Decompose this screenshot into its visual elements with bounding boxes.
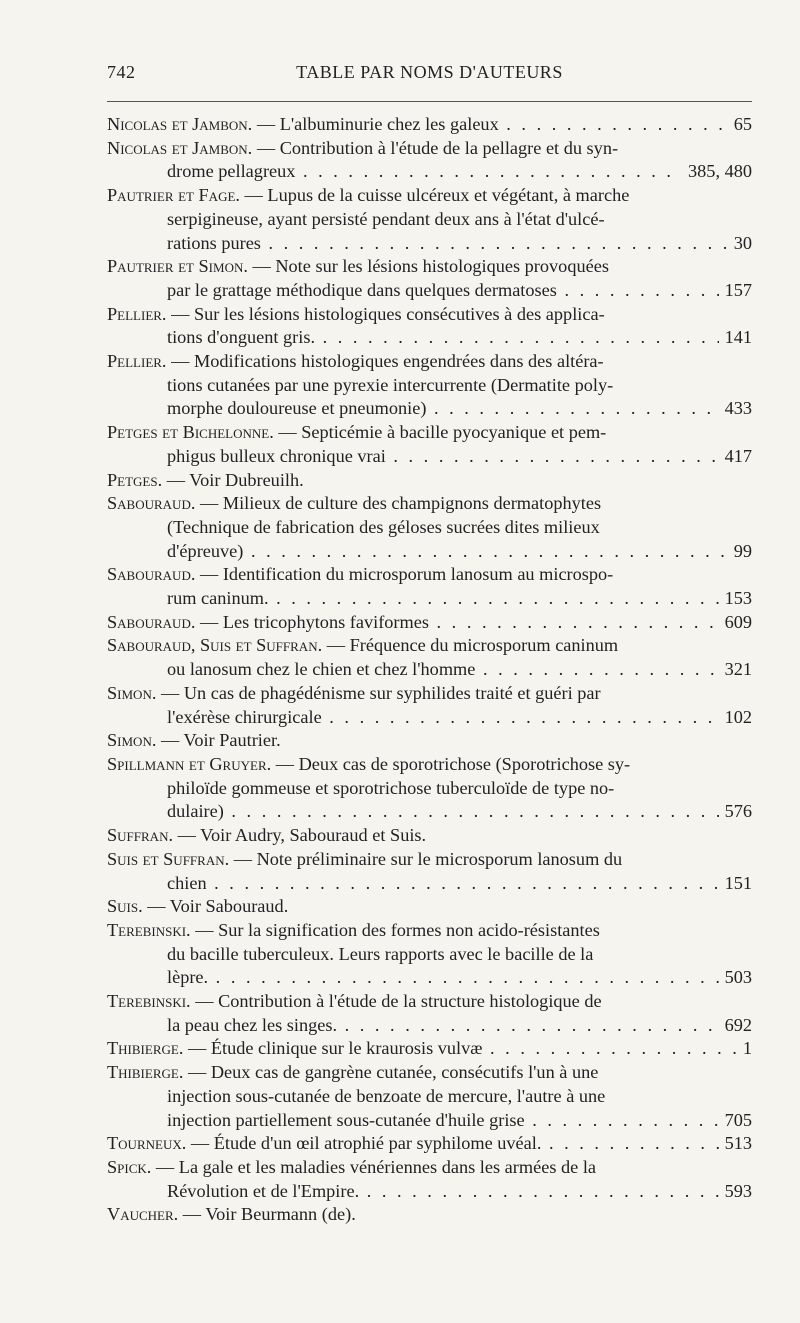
entry-first-line — [107, 184, 752, 208]
entry-continuation-line — [107, 658, 752, 682]
entry-title-text: — Voir Sabouraud. — [142, 896, 289, 917]
entry-first-line — [107, 113, 752, 137]
page-reference: 385, 480 — [682, 160, 752, 184]
entry-title-text: — Note sur les lésions histologiques provoquées — [247, 256, 609, 277]
page-reference: 65 — [728, 113, 752, 137]
page-reference: 692 — [719, 1014, 752, 1038]
index-entry — [107, 634, 752, 681]
entry-title-text: injection sous-cutanée de benzoate de mercure, l'autre à une — [167, 1085, 606, 1106]
entry-title-text: Révolution et de l'Empire. — [167, 1180, 360, 1201]
author-names: Petges. — [107, 469, 163, 490]
author-names: Pellier. — [107, 351, 167, 372]
entry-title-text: — Les tricophytons faviformes — [195, 611, 429, 632]
page-reference: 157 — [719, 279, 752, 303]
entry-first-line — [107, 1203, 752, 1227]
page-reference: 30 — [728, 232, 752, 256]
index-entry — [107, 113, 752, 137]
page-reference: 153 — [719, 587, 752, 611]
page-reference: 141 — [719, 326, 752, 350]
author-index-list — [107, 113, 752, 1227]
entry-first-line — [107, 303, 752, 327]
index-entry — [107, 1132, 752, 1156]
entry-first-line — [107, 255, 752, 279]
entry-continuation-line — [107, 397, 752, 421]
index-entry — [107, 990, 752, 1037]
entry-first-line — [107, 1061, 752, 1085]
entry-continuation-line — [107, 208, 752, 232]
entry-continuation-line — [107, 445, 752, 469]
entry-title-text: l'exérèse chirurgicale — [167, 706, 322, 727]
entry-title-text: — Sur la signification des formes non acido-résistantes — [190, 919, 600, 940]
index-entry — [107, 469, 752, 493]
entry-title-text: — Note préliminaire sur le microsporum lanosum du — [229, 848, 623, 869]
index-entry — [107, 303, 752, 350]
entry-title-text: rum caninum. — [167, 588, 269, 609]
author-names: Sabouraud. — [107, 493, 196, 514]
entry-first-line — [107, 563, 752, 587]
page-reference: 151 — [719, 872, 752, 896]
entry-first-line — [107, 682, 752, 706]
entry-continuation-line — [107, 1180, 752, 1204]
entry-first-line — [107, 634, 752, 658]
entry-title-text: injection partiellement sous-cutanée d'huile grise — [167, 1109, 525, 1130]
entry-title-text: rations pures — [167, 232, 261, 253]
author-names: Sabouraud. — [107, 611, 196, 632]
index-entry — [107, 895, 752, 919]
entry-title-text: serpigineuse, ayant persisté pendant deux ans à l'état d'ulcé- — [167, 208, 605, 229]
entry-title-text: — L'albuminurie chez les galeux — [252, 114, 499, 134]
index-entry — [107, 563, 752, 610]
entry-first-line — [107, 1132, 752, 1156]
entry-first-line — [107, 469, 752, 493]
entry-title-text: — Contribution à l'étude de la pellagre et du syn- — [252, 137, 619, 158]
index-entry — [107, 1061, 752, 1132]
entry-title-text: drome pellagreux — [167, 161, 296, 182]
entry-continuation-line — [107, 279, 752, 303]
author-names: Thibierge. — [107, 1038, 184, 1059]
entry-first-line — [107, 753, 752, 777]
entry-title-text: — Voir Audry, Sabouraud et Suis. — [173, 825, 427, 846]
entry-title-text: morphe douloureuse et pneumonie) — [167, 398, 427, 419]
index-entry — [107, 184, 752, 255]
entry-title-text: d'épreuve) — [167, 540, 244, 561]
entry-first-line — [107, 848, 752, 872]
entry-title-text: chien — [167, 872, 207, 893]
page-reference: 417 — [719, 445, 752, 469]
running-title: TABLE PAR NOMS D'AUTEURS — [296, 62, 563, 82]
entry-continuation-line — [107, 943, 752, 967]
index-entry — [107, 1156, 752, 1203]
entry-title-text: — Étude clinique sur le kraurosis vulvæ — [183, 1038, 483, 1059]
page-reference: 321 — [719, 658, 752, 682]
entry-continuation-line — [107, 706, 752, 730]
entry-continuation-line — [107, 374, 752, 398]
entry-continuation-line — [107, 872, 752, 896]
entry-first-line — [107, 990, 752, 1014]
entry-title-text: — Contribution à l'étude de la structure histologique de — [190, 991, 602, 1012]
entry-first-line — [107, 421, 752, 445]
entry-title-text: — Sur les lésions histologiques consécutives à des applica- — [166, 303, 605, 324]
index-entry — [107, 421, 752, 468]
entry-title-text: par le grattage méthodique dans quelques dermatoses — [167, 279, 557, 300]
entry-title-text: — Lupus de la cuisse ulcéreux et végétant, à marche — [239, 185, 630, 206]
entry-title-text: (Technique de fabrication des géloses sucrées dites milieux — [167, 516, 600, 537]
entry-title-text: tions cutanées par une pyrexie intercurrente (Dermatite poly- — [167, 374, 614, 395]
index-entry — [107, 729, 752, 753]
entry-continuation-line — [107, 777, 752, 801]
entry-title-text: — Étude d'un œil atrophié par syphilome uvéal. — [186, 1133, 542, 1154]
author-names: Simon. — [107, 730, 157, 751]
entry-continuation-line — [107, 232, 752, 256]
entry-title-text: ou lanosum chez le chien et chez l'homme — [167, 659, 476, 680]
index-entry — [107, 1037, 752, 1061]
header-rule — [107, 101, 752, 102]
entry-title-text: — Milieux de culture des champignons dermatophytes — [195, 493, 602, 514]
author-names: Suis. — [107, 896, 143, 917]
entry-title-text: phigus bulleux chronique vrai — [167, 445, 386, 466]
entry-continuation-line — [107, 160, 752, 184]
page-reference: 1 — [737, 1037, 752, 1061]
author-names: Simon. — [107, 682, 157, 703]
author-names: Pautrier et Simon. — [107, 256, 248, 277]
index-entry — [107, 1203, 752, 1227]
index-entry — [107, 682, 752, 729]
page-reference: 99 — [728, 540, 752, 564]
page-reference: 503 — [719, 966, 752, 990]
running-header — [107, 62, 752, 92]
page-reference: 433 — [719, 397, 752, 421]
page-reference: 576 — [719, 800, 752, 824]
page-reference: 513 — [719, 1132, 752, 1156]
index-entry — [107, 919, 752, 990]
entry-continuation-line — [107, 1085, 752, 1109]
author-names: Terebinski. — [107, 991, 191, 1012]
author-names: Sabouraud. — [107, 564, 196, 585]
index-entry — [107, 137, 752, 184]
entry-title-text: — Deux cas de sporotrichose (Sporotrichose sy- — [271, 753, 631, 774]
entry-continuation-line — [107, 587, 752, 611]
entry-first-line — [107, 1037, 752, 1061]
entry-title-text: tions d'onguent gris. — [167, 327, 316, 348]
author-names: Thibierge. — [107, 1062, 184, 1083]
entry-title-text: — Identification du microsporum lanosum au microspo- — [195, 564, 614, 585]
page-number: 742 — [107, 62, 136, 82]
entry-first-line — [107, 137, 752, 161]
page-reference: 102 — [719, 706, 752, 730]
entry-first-line — [107, 895, 752, 919]
entry-title-text: lèpre. — [167, 967, 209, 988]
page-reference: 593 — [719, 1180, 752, 1204]
entry-continuation-line — [107, 800, 752, 824]
author-names: Petges et Bichelonne. — [107, 422, 274, 443]
author-names: Vaucher. — [107, 1204, 179, 1225]
entry-title-text: — Un cas de phagédénisme sur syphilides traité et guéri par — [156, 682, 601, 703]
entry-first-line — [107, 611, 752, 635]
index-entry — [107, 492, 752, 563]
entry-title-text: philoïde gommeuse et sporotrichose tuberculoïde de type no- — [167, 777, 615, 798]
index-entry — [107, 350, 752, 421]
entry-continuation-line — [107, 1014, 752, 1038]
entry-continuation-line — [107, 326, 752, 350]
entry-title-text: dulaire) — [167, 801, 224, 822]
index-entry — [107, 753, 752, 824]
entry-title-text: — Septicémie à bacille pyocyanique et pem- — [273, 422, 607, 443]
entry-title-text: — Voir Dubreuilh. — [162, 469, 304, 490]
author-names: Pautrier et Fage. — [107, 185, 240, 206]
entry-continuation-line — [107, 516, 752, 540]
index-entry — [107, 824, 752, 848]
author-names: Tourneux. — [107, 1133, 187, 1154]
entry-title-text: — Voir Beurmann (de). — [178, 1204, 356, 1225]
entry-title-text: — Modifications histologiques engendrées dans des altéra- — [166, 351, 604, 372]
entry-first-line — [107, 729, 752, 753]
entry-title-text: — Deux cas de gangrène cutanée, consécutifs l'un à une — [183, 1062, 599, 1083]
entry-title-text: — Fréquence du microsporum caninum — [322, 635, 619, 656]
page-reference: 705 — [719, 1109, 752, 1133]
index-entry — [107, 848, 752, 895]
entry-continuation-line — [107, 1109, 752, 1133]
entry-continuation-line — [107, 966, 752, 990]
entry-continuation-line — [107, 540, 752, 564]
author-names: Sabouraud, Suis et Suffran. — [107, 635, 323, 656]
entry-title-text: — Voir Pautrier. — [156, 730, 281, 751]
page-reference: 609 — [719, 611, 752, 635]
entry-title-text: — La gale et les maladies vénériennes dans les armées de la — [151, 1156, 597, 1177]
author-names: Suis et Suffran. — [107, 848, 230, 869]
entry-first-line — [107, 492, 752, 516]
author-names: Terebinski. — [107, 919, 191, 940]
author-names: Nicolas et Jambon. — [107, 137, 253, 158]
index-entry — [107, 611, 752, 635]
author-names: Spick. — [107, 1156, 152, 1177]
author-names: Pellier. — [107, 303, 167, 324]
entry-title-text: du bacille tuberculeux. Leurs rapports avec le bacille de la — [167, 943, 594, 964]
author-names: Spillmann et Gruyer. — [107, 753, 272, 774]
entry-first-line — [107, 919, 752, 943]
author-names: Nicolas et Jambon. — [107, 114, 253, 134]
entry-first-line — [107, 1156, 752, 1180]
entry-title-text: la peau chez les singes. — [167, 1014, 338, 1035]
index-entry — [107, 255, 752, 302]
entry-first-line — [107, 824, 752, 848]
author-names: Suffran. — [107, 825, 174, 846]
entry-first-line — [107, 350, 752, 374]
